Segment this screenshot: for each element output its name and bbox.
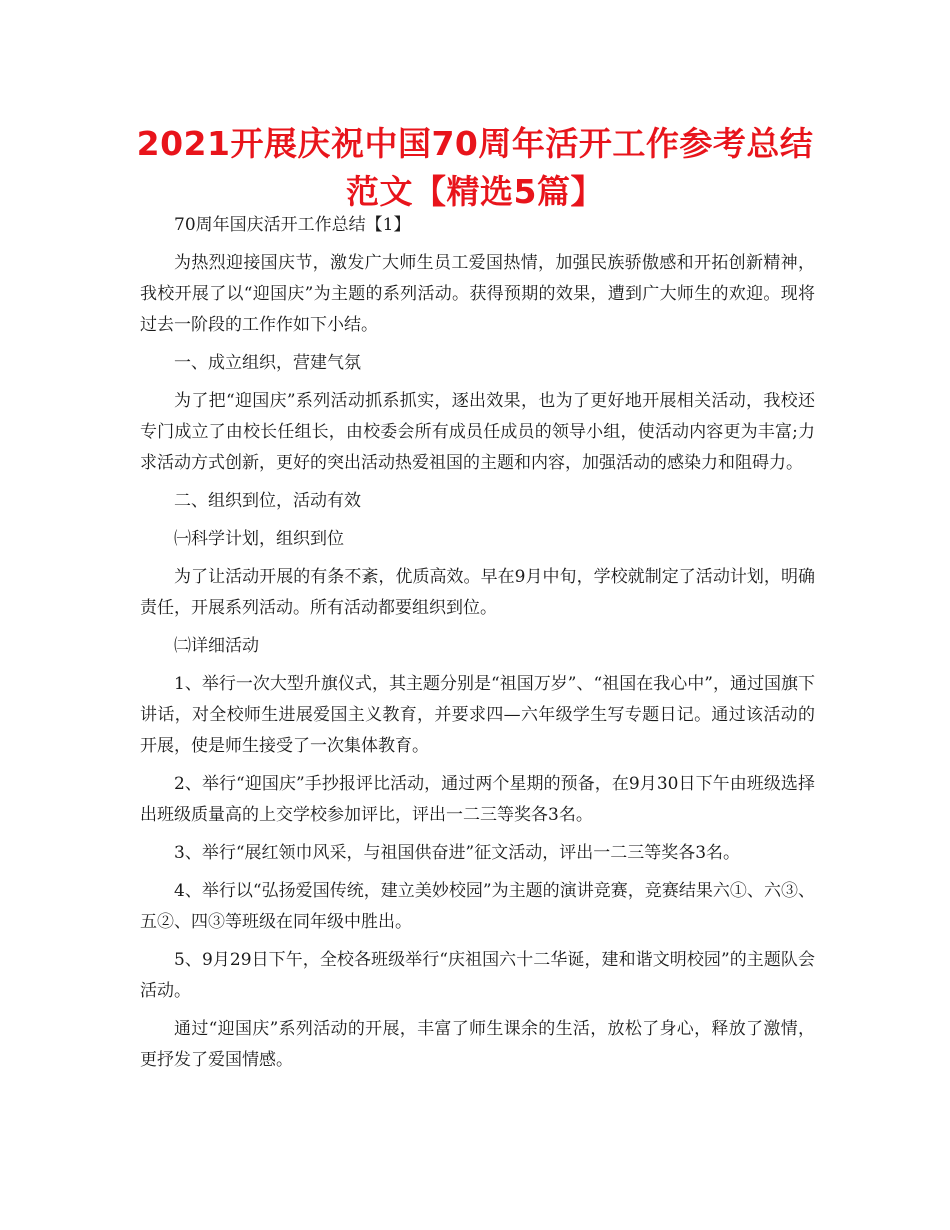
section-heading: 70周年国庆活开工作总结【1】 [174, 215, 411, 235]
subheading: 一、成立组织，营建气氛 [174, 353, 361, 373]
list-item: 4、举行以“弘扬爱国传统，建立美妙校园”为主题的演讲竞赛，竞赛结果六①、六③、五②、四③等班级在同年级中胜出。 [140, 881, 815, 932]
list-item: 5、9月29日下午，全校各班级举行“庆祖国六十二华诞，建和谐文明校园”的主题队会活动。 [140, 950, 815, 1001]
paragraph: 通过“迎国庆”系列活动的开展，丰富了师生课余的生活，放松了身心，释放了激情，更抒发了爱国情感。 [140, 1019, 815, 1070]
paragraph: 为热烈迎接国庆节，激发广大师生员工爱国热情，加强民族骄傲感和开拓创新精神，我校开展了以“迎国庆”为主题的系列活动。获得预期的效果，遭到广大师生的欢迎。现将过去一阶段的工作作如下小结。 [140, 253, 815, 335]
paragraph: 为了让活动开展的有条不紊，优质高效。早在9月中旬，学校就制定了活动计划，明确责任，开展系列活动。所有活动都要组织到位。 [140, 567, 815, 618]
subheading: 二、组织到位，活动有效 [174, 491, 361, 511]
document-body [140, 210, 815, 1083]
document-title: 2021开展庆祝中国70周年活开工作参考总结范文【精选5篇】 [136, 124, 814, 211]
subheading: ㈡详细活动 [174, 636, 259, 656]
list-item: 2、举行“迎国庆”手抄报评比活动，通过两个星期的预备，在9月30日下午由班级选择出班级质量高的上交学校参加评比，评出一二三等奖各3名。 [140, 774, 815, 825]
list-item: 1、举行一次大型升旗仪式，其主题分别是“祖国万岁”、“祖国在我心中”，通过国旗下讲话，对全校师生进展爱国主义教育，并要求四—六年级学生写专题日记。通过该活动的开展，使是师生接受了一次集体教育。 [140, 674, 815, 756]
list-item: 3、举行“展红领巾风采，与祖国供奋进”征文活动，评出一二三等奖各3名。 [174, 843, 741, 863]
subheading: ㈠科学计划，组织到位 [174, 529, 344, 549]
paragraph: 为了把“迎国庆”系列活动抓系抓实，逐出效果，也为了更好地开展相关活动，我校还专门成立了由校长任组长，由校委会所有成员任成员的领导小组，使活动内容更为丰富;力求活动方式创新，更好的突出活动热爱祖国的主题和内容，加强活动的感染力和阻碍力。 [140, 391, 815, 473]
